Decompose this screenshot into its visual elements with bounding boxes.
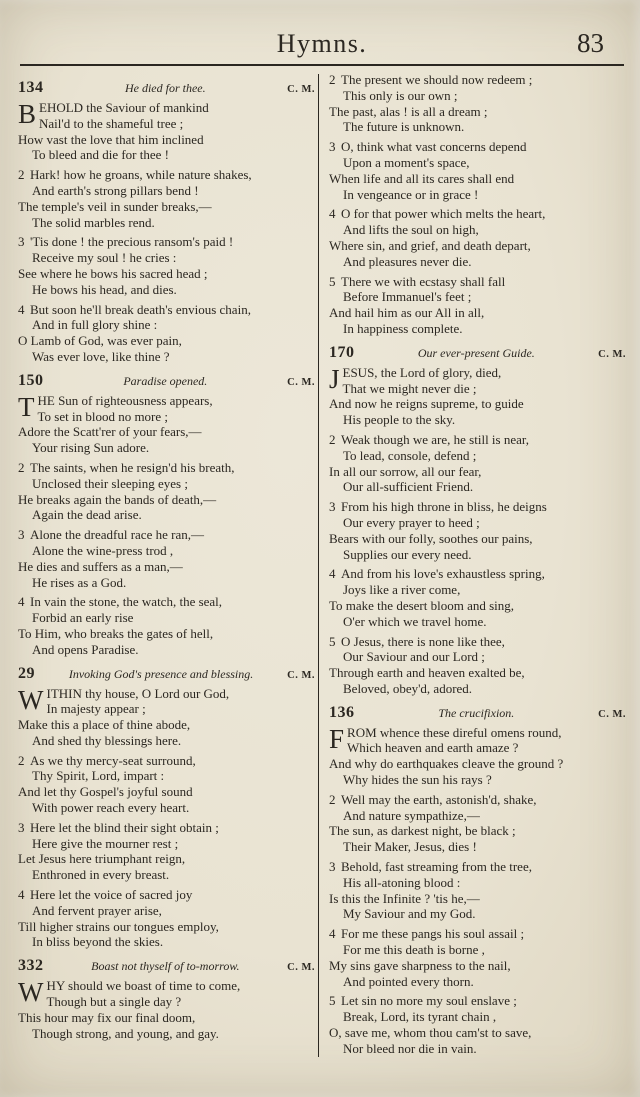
drop-cap-letter: W bbox=[18, 978, 44, 1008]
verse bbox=[329, 274, 626, 337]
verse-line: He dies and suffers as a man,— bbox=[18, 558, 183, 574]
verse-line: Supplies our every need. bbox=[343, 546, 472, 562]
verse bbox=[329, 432, 626, 495]
verse-number: 3 bbox=[329, 859, 336, 875]
verse-line: 2 The saints, when he resign'd his breath, bbox=[18, 459, 235, 475]
hymn-170 bbox=[329, 344, 626, 697]
verse bbox=[18, 302, 315, 365]
verse-line: Our all-sufficient Friend. bbox=[343, 479, 474, 495]
verse-line: Your rising Sun adore. bbox=[32, 440, 150, 456]
hymn-meter: C. M. bbox=[287, 84, 315, 95]
verse-number: 4 bbox=[329, 926, 336, 942]
verse-line: O Lamb of God, was ever pain, bbox=[18, 333, 182, 349]
verse-line: Is this the Infinite ? 'tis he,— bbox=[329, 890, 480, 906]
hymn-title: Boast not thyself of to-morrow. bbox=[91, 959, 240, 974]
verse-line: ITHIN thy house, O Lord our God, bbox=[46, 685, 230, 701]
verse-line: Our every prayer to heed ; bbox=[343, 514, 480, 530]
verse-line: HY should we boast of time to come, bbox=[46, 978, 241, 994]
verse-line: ESUS, the Lord of glory, died, bbox=[342, 364, 502, 380]
verse-line: The past, alas ! is all a dream ; bbox=[329, 103, 488, 119]
verse bbox=[18, 393, 315, 456]
verse-line: Through earth and heaven exalted be, bbox=[329, 665, 525, 681]
verse-line: For me this death is borne , bbox=[343, 942, 485, 958]
verse-line: And now he reigns supreme, to guide bbox=[329, 396, 524, 412]
verse-line: 3 Behold, fast streaming from the tree, bbox=[329, 859, 532, 875]
verse-line: Was ever love, like thine ? bbox=[32, 348, 170, 364]
verse bbox=[18, 887, 315, 950]
verse-line: 4 O for that power which melts the heart, bbox=[329, 206, 546, 222]
verse-line: And pleasures never die. bbox=[343, 253, 472, 269]
verse-line: In bliss beyond the skies. bbox=[32, 934, 164, 950]
verse bbox=[329, 993, 626, 1056]
verse-number: 3 bbox=[18, 819, 25, 835]
verse-line: And earth's strong pillars bend ! bbox=[32, 182, 199, 198]
verse-line: To Him, who breaks the gates of hell, bbox=[18, 625, 214, 641]
hymn-29 bbox=[18, 665, 315, 951]
hymn-header bbox=[18, 79, 315, 97]
verse-line: He bows his head, and dies. bbox=[32, 281, 177, 297]
verse-line: In happiness complete. bbox=[343, 320, 463, 336]
verse-line: Beloved, obey'd, adored. bbox=[343, 680, 473, 696]
hymn-title: The crucifixion. bbox=[438, 705, 515, 720]
verse-line: Joys like a river come, bbox=[343, 582, 461, 598]
verse-line: To bleed and die for thee ! bbox=[32, 147, 169, 163]
verse-number: 5 bbox=[329, 993, 336, 1009]
verse-line: ROM whence these direful omens round, bbox=[347, 724, 562, 740]
hymn-continuation bbox=[329, 72, 626, 337]
verse-line: 4 Here let the voice of sacred joy bbox=[18, 887, 193, 903]
verse bbox=[18, 234, 315, 297]
verse bbox=[329, 926, 626, 989]
verse-line: EHOLD the Saviour of mankind bbox=[39, 100, 209, 115]
verse-line: Adore the Scatt'rer of your fears,— bbox=[18, 424, 202, 440]
verse-line: His all-atoning blood : bbox=[343, 874, 461, 890]
verse-number: 4 bbox=[18, 887, 25, 903]
verse bbox=[329, 365, 626, 428]
verse-line: And hail him as our All in all, bbox=[329, 305, 485, 321]
hymn-meter: C. M. bbox=[287, 376, 315, 388]
hymn-meter: C. M. bbox=[598, 708, 626, 720]
verse-number: 4 bbox=[329, 566, 336, 582]
verse-line: Till higher strains our tongues employ, bbox=[18, 918, 219, 934]
verse bbox=[329, 725, 626, 788]
verse-line: When life and all its cares shall end bbox=[329, 170, 515, 186]
verse-line: Why hides the sun his rays ? bbox=[343, 772, 492, 788]
verse bbox=[329, 859, 626, 922]
verse-number: 4 bbox=[329, 206, 336, 222]
header-rule bbox=[20, 64, 624, 66]
verse-line: Nail'd to the shameful tree ; bbox=[39, 115, 184, 131]
verse-line: Make this a place of thine abode, bbox=[18, 717, 191, 733]
verse-number: 4 bbox=[18, 301, 25, 317]
verse bbox=[329, 566, 626, 629]
verse bbox=[18, 167, 315, 230]
verse-line: Where sin, and grief, and death depart, bbox=[329, 237, 531, 253]
hymn-number: 150 bbox=[18, 371, 44, 389]
hymn-title: Paradise opened. bbox=[123, 373, 208, 388]
verse-number: 3 bbox=[18, 234, 25, 250]
verse-number: 3 bbox=[329, 139, 336, 155]
verse-number: 5 bbox=[329, 633, 336, 649]
verse-line: 3 Here let the blind their sight obtain ; bbox=[18, 819, 219, 835]
drop-cap-letter: F bbox=[329, 724, 345, 754]
verse-line: Let Jesus here triumphant reign, bbox=[18, 851, 186, 867]
verse-line: In vengeance or in grace ! bbox=[343, 186, 479, 202]
verse-line: 2 Weak though we are, he still is near, bbox=[329, 431, 529, 447]
verse-line: His people to the sky. bbox=[343, 412, 456, 428]
hymn-title: Our ever-present Guide. bbox=[417, 345, 535, 360]
verse-number: 2 bbox=[18, 167, 25, 183]
verse bbox=[329, 634, 626, 697]
verse bbox=[18, 594, 315, 657]
verse-line: Receive my soul ! he cries : bbox=[32, 250, 177, 266]
verse-line: To make the desert bloom and sing, bbox=[329, 597, 515, 613]
verse-line: And opens Paradise. bbox=[32, 641, 139, 657]
verse-line: Before Immanuel's feet ; bbox=[343, 289, 472, 305]
verse-line: And in full glory shine : bbox=[32, 317, 158, 333]
hymn-header bbox=[329, 704, 626, 722]
verse bbox=[18, 753, 315, 816]
verse-line: And why do earthquakes cleave the ground ? bbox=[329, 756, 564, 772]
verse-line: To set in blood no more ; bbox=[37, 408, 169, 424]
verse-line: 5 Let sin no more my soul enslave ; bbox=[329, 993, 517, 1009]
hymn-meter: C. M. bbox=[287, 962, 315, 974]
hymn-meter: C. M. bbox=[287, 669, 315, 681]
verse-line: How vast the love that him inclined bbox=[18, 131, 204, 147]
verse bbox=[329, 206, 626, 269]
verse bbox=[329, 72, 626, 135]
verse-line: That we might never die ; bbox=[342, 380, 477, 396]
hymn-title: He died for thee. bbox=[124, 81, 206, 95]
verse-line: Upon a moment's space, bbox=[343, 154, 470, 170]
verse-line: Though but a single day ? bbox=[46, 994, 182, 1010]
verse-number: 2 bbox=[18, 459, 25, 475]
page-title: Hymns. bbox=[276, 29, 368, 58]
hymn-number: 29 bbox=[18, 664, 35, 682]
verse-line: Forbid an early rise bbox=[32, 610, 134, 626]
verse bbox=[18, 100, 315, 163]
verse-number: 3 bbox=[329, 499, 336, 515]
verse-line: 5 O Jesus, there is none like thee, bbox=[329, 633, 505, 649]
hymn-150 bbox=[18, 372, 315, 658]
verse-line: The sun, as darkest night, be black ; bbox=[329, 823, 516, 839]
verse bbox=[18, 978, 315, 1041]
verse-line: 5 There we with ecstasy shall fall bbox=[329, 273, 506, 289]
verse-line: 2 Hark! how he groans, while nature shakes, bbox=[18, 167, 252, 183]
hymn-134 bbox=[18, 79, 315, 365]
verse-number: 2 bbox=[329, 72, 336, 87]
verse bbox=[18, 686, 315, 749]
verse-line: 4 For me these pangs his soul assail ; bbox=[329, 926, 525, 942]
hymn-number: 136 bbox=[329, 703, 355, 721]
verse-line: Our Saviour and our Lord ; bbox=[343, 649, 485, 665]
verse-line: And let thy Gospel's joyful sound bbox=[18, 784, 193, 800]
verse-line: Again the dead arise. bbox=[32, 507, 142, 523]
verse bbox=[329, 499, 626, 562]
verse-line: This hour may fix our final doom, bbox=[18, 1009, 196, 1025]
verse-line: Break, Lord, its tyrant chain , bbox=[343, 1009, 497, 1025]
verse-line: This only is our own ; bbox=[343, 87, 458, 103]
verse bbox=[18, 460, 315, 523]
verse-line: The future is unknown. bbox=[343, 119, 465, 135]
column-left bbox=[18, 72, 315, 1061]
verse-line: Unclosed their sleeping eyes ; bbox=[32, 475, 188, 491]
verse-line: He rises as a God. bbox=[32, 574, 127, 590]
page-header bbox=[18, 28, 626, 59]
page-number: 83 bbox=[577, 28, 604, 58]
verse-line: Enthroned in every breast. bbox=[32, 867, 170, 883]
drop-cap-letter: J bbox=[329, 364, 340, 394]
drop-cap-letter: W bbox=[18, 685, 44, 715]
verse-line: HE Sun of righteousness appears, bbox=[37, 392, 213, 408]
hymn-meter: C. M. bbox=[598, 348, 626, 360]
hymn-header bbox=[18, 372, 315, 390]
verse bbox=[329, 792, 626, 855]
hymn-number: 170 bbox=[329, 343, 355, 361]
verse-line: And nature sympathize,— bbox=[343, 807, 480, 823]
verse-line: 4 In vain the stone, the watch, the seal, bbox=[18, 594, 223, 610]
hymn-332 bbox=[18, 957, 315, 1041]
verse-number: 3 bbox=[18, 527, 25, 543]
verse-number: 4 bbox=[18, 594, 25, 610]
verse-line: See where he bows his sacred head ; bbox=[18, 265, 208, 281]
hymn-header bbox=[18, 665, 315, 683]
verse-line: Thy Spirit, Lord, impart : bbox=[32, 768, 165, 784]
verse-line: O'er which we travel home. bbox=[343, 613, 487, 629]
verse-line: And fervent prayer arise, bbox=[32, 902, 162, 918]
verse-line: Nor bleed nor die in vain. bbox=[343, 1040, 477, 1056]
verse-line: My sins gave sharpness to the nail, bbox=[329, 957, 511, 973]
verse-line: 3 O, think what vast concerns depend bbox=[329, 139, 527, 155]
verse-line: With power reach every heart. bbox=[32, 800, 190, 816]
hymn-number: 332 bbox=[18, 957, 44, 975]
verse-number: 2 bbox=[329, 791, 336, 807]
verse-line: The temple's veil in sunder breaks,— bbox=[18, 198, 212, 214]
drop-cap-letter: B bbox=[18, 100, 37, 129]
verse-line: And lifts the soul on high, bbox=[343, 222, 479, 238]
verse-line: He breaks again the bands of death,— bbox=[18, 491, 217, 507]
verse-line: Alone the wine-press trod , bbox=[32, 542, 174, 558]
verse-line: 3 'Tis done ! the precious ransom's paid ! bbox=[18, 234, 234, 250]
verse bbox=[329, 139, 626, 202]
hymn-136 bbox=[329, 704, 626, 1057]
hymn-header bbox=[329, 344, 626, 362]
verse-line: 4 But soon he'll break death's envious chain, bbox=[18, 301, 251, 317]
drop-cap-letter: T bbox=[18, 392, 35, 422]
verse-line: O, save me, whom thou cam'st to save, bbox=[329, 1025, 532, 1041]
hymn-number: 134 bbox=[18, 79, 44, 96]
verse-line: The solid marbles rend. bbox=[32, 214, 155, 230]
verse-line: And pointed every thorn. bbox=[343, 973, 474, 989]
verse-line: Here give the mourner rest ; bbox=[32, 835, 179, 851]
verse-line: 3 From his high throne in bliss, he deigns bbox=[329, 499, 547, 515]
verse-line: Bears with our folly, soothes our pains, bbox=[329, 530, 533, 546]
hymn-title: Invoking God's presence and blessing. bbox=[68, 666, 254, 681]
verse-line: Which heaven and earth amaze ? bbox=[347, 740, 519, 756]
verse-line: 4 And from his love's exhaustless spring, bbox=[329, 566, 545, 582]
verse-line: Though strong, and young, and gay. bbox=[32, 1025, 219, 1041]
verse-line: 2 Well may the earth, astonish'd, shake, bbox=[329, 791, 537, 807]
verse-line: To lead, console, defend ; bbox=[343, 447, 477, 463]
verse-line: Their Maker, Jesus, dies ! bbox=[343, 839, 477, 855]
verse-line: In majesty appear ; bbox=[46, 701, 146, 717]
verse-number: 2 bbox=[329, 431, 336, 447]
column-right bbox=[322, 72, 626, 1061]
verse bbox=[18, 527, 315, 590]
verse-line: 2 As we thy mercy-seat surround, bbox=[18, 752, 196, 768]
verse-line: 3 Alone the dreadful race he ran,— bbox=[18, 527, 204, 543]
column-divider bbox=[318, 74, 319, 1057]
verse-number: 2 bbox=[18, 752, 25, 768]
verse-line: 2 The present we should now redeem ; bbox=[329, 72, 533, 87]
verse-line: And shed thy blessings here. bbox=[32, 732, 182, 748]
hymn-header bbox=[18, 957, 315, 975]
verse-line: In all our sorrow, all our fear, bbox=[329, 463, 482, 479]
verse bbox=[18, 820, 315, 883]
verse-line: My Saviour and my God. bbox=[343, 906, 476, 922]
page-content bbox=[18, 72, 626, 1061]
verse-number: 5 bbox=[329, 273, 336, 289]
